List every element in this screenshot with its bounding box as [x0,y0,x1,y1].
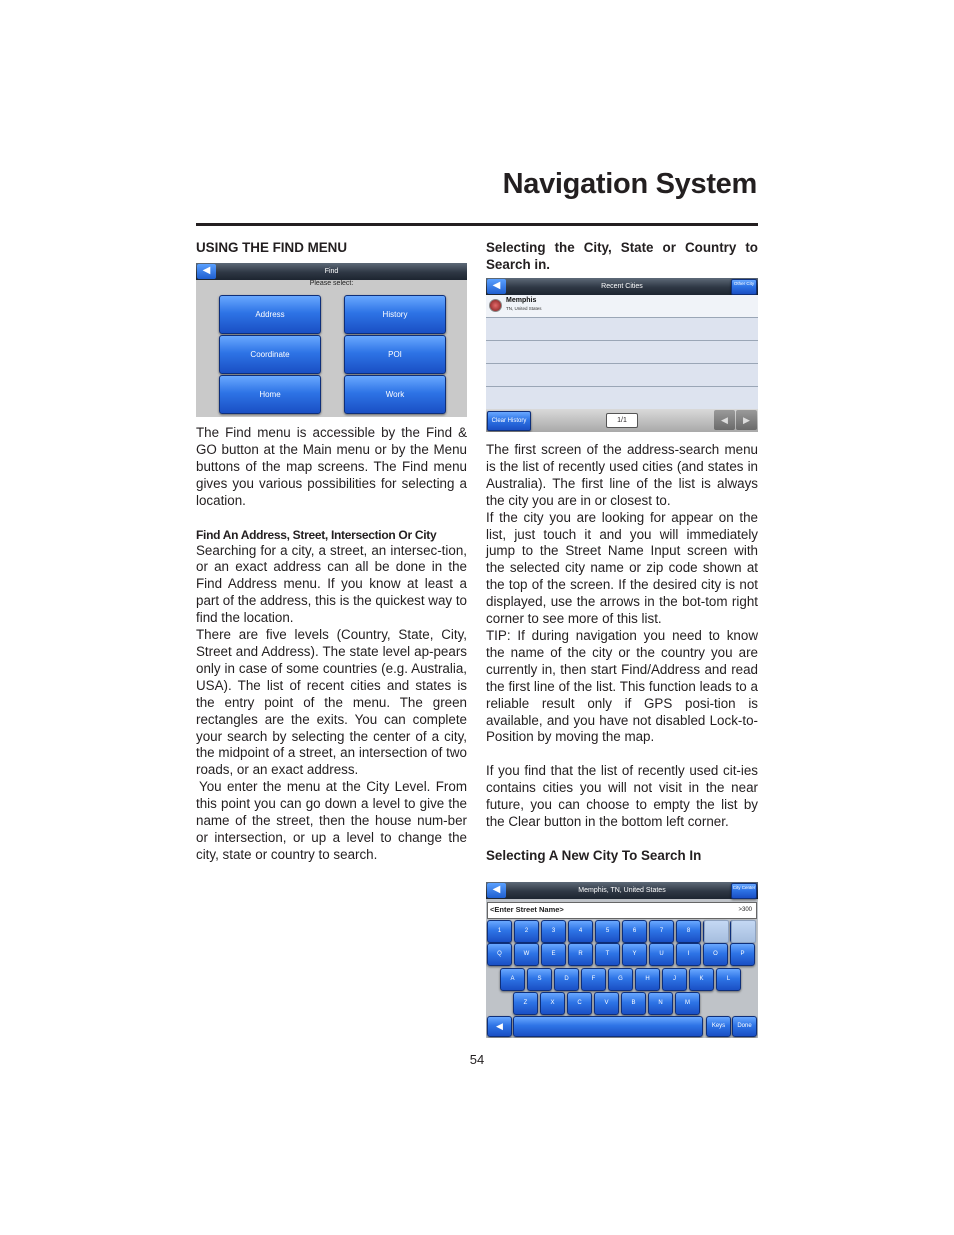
clear-list-paragraph: If you find that the list of recently used cit-ies contains cities you will not visit in the near future, you can choose to empty the list by the Clear button in the bottom left corner. [486,763,758,830]
city-name: Memphis [506,297,537,304]
key-q[interactable]: Q [487,943,512,966]
key-o[interactable]: O [703,943,728,966]
key-3[interactable]: 3 [541,920,566,943]
space-bar[interactable] [513,1016,703,1037]
home-button[interactable]: Home [219,375,321,414]
key-t[interactable]: T [595,943,620,966]
key-k[interactable]: K [689,968,714,991]
done-button[interactable]: Done [732,1016,757,1037]
key-d[interactable]: D [554,968,579,991]
key-u[interactable]: U [649,943,674,966]
back-arrow-icon[interactable]: ◀ [487,279,506,294]
find-menu-intro: The Find menu is accessible by the Find & GO button at the Main menu or by the Menu buttons of the map screens. The Find menu gives you various possibilities for selecting a location. [196,425,467,508]
keyboard-title: Memphis, TN, United States [578,887,666,894]
list-item[interactable] [486,387,758,410]
find-prompt: Please select: [309,280,354,287]
previous-arrow-icon[interactable]: ◀ [714,410,735,430]
coordinate-button[interactable]: Coordinate [219,335,321,374]
next-arrow-icon[interactable]: ▶ [736,410,757,430]
other-city-button[interactable]: Other City [731,279,757,295]
key-f[interactable]: F [581,968,606,991]
find-title-bar [196,263,467,280]
key-6[interactable]: 6 [622,920,647,943]
recent-cities-screenshot [486,278,758,432]
title-rule [196,223,758,226]
back-arrow-icon[interactable]: ◀ [487,883,506,898]
city-pin-icon [489,299,502,312]
backspace-arrow-icon[interactable]: ◀ [487,1016,512,1037]
keys-button[interactable]: Keys [706,1016,731,1037]
clear-history-button[interactable]: Clear History [487,411,531,431]
key-g[interactable]: G [608,968,633,991]
city-state: TN, United States [506,306,542,311]
street-name-placeholder: <Enter Street Name> [490,905,564,914]
keyboard-title-bar [486,882,758,899]
key-j[interactable]: J [662,968,687,991]
levels-paragraph: There are five levels (Country, State, City, Street and Address). The state level ap-pears only in case of some countries (e.g. Australia, USA). The list of recent cities and states is the entry point of the menu. The green rectangles are the exits. You can complete your search by selecting the center of a city, the midpoint of a street, an intersection of two roads, or an exact address. [196,627,467,778]
disabled-key [704,920,729,943]
find-address-paragraph: Searching for a city, a street, an intersec-tion, or an exact address can all be done in the Find Address menu. If you know at least a part of the address, this is the quickest way to find the location. [196,542,467,626]
new-city-heading: Selecting A New City To Search In [486,847,702,863]
key-e[interactable]: E [541,943,566,966]
key-h[interactable]: H [635,968,660,991]
select-city-heading: Selecting the City, State or Country to Search in. [486,240,758,272]
match-count: >300 [738,907,752,913]
key-n[interactable]: N [648,992,673,1015]
key-b[interactable]: B [621,992,646,1015]
key-l[interactable]: L [716,968,741,991]
find-address-subheading: Find An Address, Street, Intersection Or City [196,527,437,542]
tip-paragraph: TIP: If during navigation you need to know the name of the city or the country you are currently in, then start Find/Address and read the first line of the list. This function leads to a reliable result only if GPS posi-tion is available, and you have not disabled Lock-to-Position by moving the map. [486,627,758,745]
list-item[interactable] [486,295,758,318]
history-button[interactable]: History [344,295,446,334]
key-r[interactable]: R [568,943,593,966]
city-center-button[interactable]: City Center [731,883,757,899]
list-item[interactable] [486,341,758,364]
key-x[interactable]: X [540,992,565,1015]
page-title: Navigation System [502,168,757,200]
poi-button[interactable]: POI [344,335,446,374]
recent-title: Recent Cities [601,283,643,290]
key-s[interactable]: S [527,968,552,991]
key-8[interactable]: 8 [676,920,701,943]
key-v[interactable]: V [594,992,619,1015]
key-c[interactable]: C [567,992,592,1015]
recent-list-paragraph: The first screen of the address-search menu is the list of recently used cities (and states in Australia). The first line of the list is always the city you are in or closest to. [486,442,758,508]
address-button[interactable]: Address [219,295,321,334]
key-z[interactable]: Z [513,992,538,1015]
find-menu-screenshot [196,263,467,417]
key-1[interactable]: 1 [487,920,512,943]
find-menu-heading: USING THE FIND MENU [196,240,348,255]
key-y[interactable]: Y [622,943,647,966]
street-name-input[interactable] [487,902,757,919]
find-title: Find [324,268,339,275]
page-number: 54 [469,1052,485,1067]
select-city-paragraph: If the city you are looking for appear on the list, just touch it and you will immediately jump to the Street Name Input screen with the selected city name or zip code shown at the top of the screen. If the desired city is not displayed, use the arrows in the bot-tom right corner to see more of this list. [486,509,758,627]
city-level-paragraph: You enter the menu at the City Level. From this point you can go down a level to give the name of the street, then the house num-ber or intersection, or up a level to change the city, state or country to search. [196,779,467,862]
recent-title-bar [486,278,758,295]
key-i[interactable]: I [676,943,701,966]
page-indicator: 1/1 [606,413,638,428]
key-5[interactable]: 5 [595,920,620,943]
disabled-key [731,920,756,943]
key-w[interactable]: W [514,943,539,966]
key-4[interactable]: 4 [568,920,593,943]
key-2[interactable]: 2 [514,920,539,943]
key-a[interactable]: A [500,968,525,991]
list-item[interactable] [486,318,758,341]
work-button[interactable]: Work [344,375,446,414]
key-7[interactable]: 7 [649,920,674,943]
recent-footer [486,409,758,432]
key-m[interactable]: M [675,992,700,1015]
back-arrow-icon[interactable]: ◀ [197,264,216,279]
list-item[interactable] [486,364,758,387]
key-p[interactable]: P [730,943,755,966]
keyboard-screenshot [486,882,758,1038]
